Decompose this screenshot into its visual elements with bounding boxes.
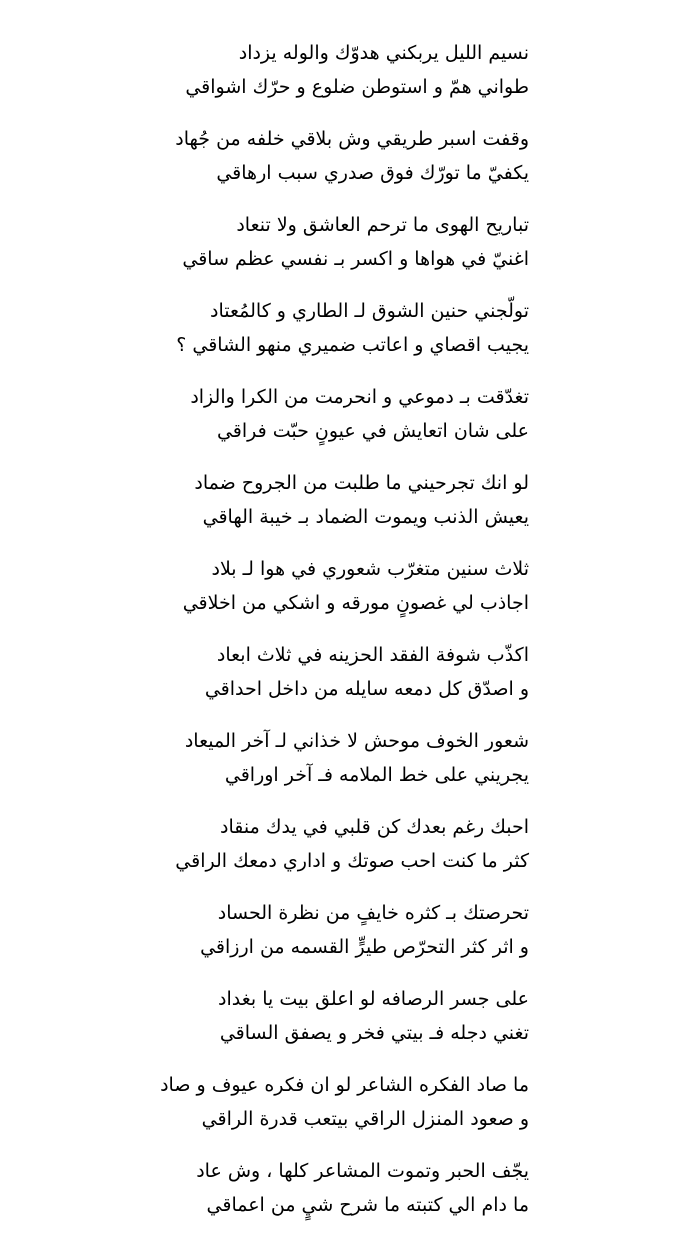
verse-line: احبك رغم بعدك كن قلبي في يدك منقاد: [220, 816, 529, 838]
stanza-13: [29, 1068, 529, 1154]
verse-line: نسيم الليل يربكني هدوّك والوله يزداد: [238, 42, 529, 64]
verse-line: طواني همّ و استوطن ضلوع و حرّك اشواقي: [185, 76, 529, 98]
verse-line: يجريني على خط الملامه فـ آخر اوراقي: [224, 764, 529, 786]
verse-line: على جسر الرصافه لو اعلق بيت يا بغداد: [218, 988, 529, 1010]
verse-line: وقفت اسبر طريقي وش بلاقي خلفه من جُهاد: [175, 128, 529, 150]
verse-line: يعيش الذنب ويموت الضماد بـ خيبة الهاقي: [202, 506, 529, 528]
verse-line: كثر ما كنت احب صوتك و اداري دمعك الراقي: [175, 850, 529, 872]
verse-line: يكفيّ ما تورّك فوق صدري سبب ارهاقي: [216, 162, 529, 184]
verse-line: شعور الخوف موحش لا خذاني لـ آخر الميعاد: [184, 730, 529, 752]
verse-line: تغني دجله فـ بيتي فخر و يصفق الساقي: [219, 1022, 529, 1044]
verse-line: لو انك تجرحيني ما طلبت من الجروح ضماد: [194, 472, 529, 494]
verse-line: تباريح الهوى ما ترحم العاشق ولا تنعاد: [236, 214, 529, 236]
stanza-4: [29, 294, 529, 380]
stanza-1: [29, 36, 529, 122]
stanza-12: [29, 982, 529, 1068]
stanza-6: [29, 466, 529, 552]
stanza-2: [29, 122, 529, 208]
verse-line: تغدّقت بـ دموعي و انحرمت من الكرا والزاد: [190, 386, 529, 408]
stanza-7: [29, 552, 529, 638]
stanza-5: [29, 380, 529, 466]
verse-line: ما دام الي كتبته ما شرح شيٍ من اعماقي: [206, 1194, 529, 1216]
stanza-14: [29, 1154, 529, 1240]
verse-line: و صعود المنزل الراقي بيتعب قدرة الراقي: [201, 1108, 529, 1130]
stanza-11: [29, 896, 529, 982]
verse-line: على شان اتعايش في عيونٍ حبّت فراقي: [216, 420, 529, 442]
verse-line: و اثر كثر التحرّص طيرٍّ القسمه من ارزاقي: [200, 936, 529, 958]
verse-line: اكذّب شوفة الفقد الحزينه في ثلاث ابعاد: [216, 644, 529, 666]
verse-line: تولّجني حنين الشوق لـ الطاري و كالمُعتاد: [210, 300, 529, 322]
poem-body: [29, 36, 529, 1240]
verse-line: اجاذب لي غصونٍ مورقه و اشكي من اخلاقي: [182, 592, 529, 614]
stanza-9: [29, 724, 529, 810]
stanza-10: [29, 810, 529, 896]
verse-line: يجّف الحبر وتموت المشاعر كلها ، وش عاد: [196, 1160, 529, 1182]
verse-line: يجيب اقصاي و اعاتب ضميري منهو الشاقي ؟: [176, 334, 529, 356]
stanza-3: [29, 208, 529, 294]
verse-line: ثلاث سنين متغرّب شعوري في هوا لـ بلاد: [211, 558, 529, 580]
verse-line: اغنيّ في هواها و اكسر بـ نفسي عظم ساقي: [182, 248, 529, 270]
verse-line: ما صاد الفكره الشاعر لو ان فكره عيوف و صاد: [160, 1074, 529, 1096]
stanza-8: [29, 638, 529, 724]
verse-line: و اصدّق كل دمعه سايله من داخل احداقي: [204, 678, 529, 700]
verse-line: تحرصتك بـ كثره خايفٍ من نظرة الحساد: [217, 902, 529, 924]
